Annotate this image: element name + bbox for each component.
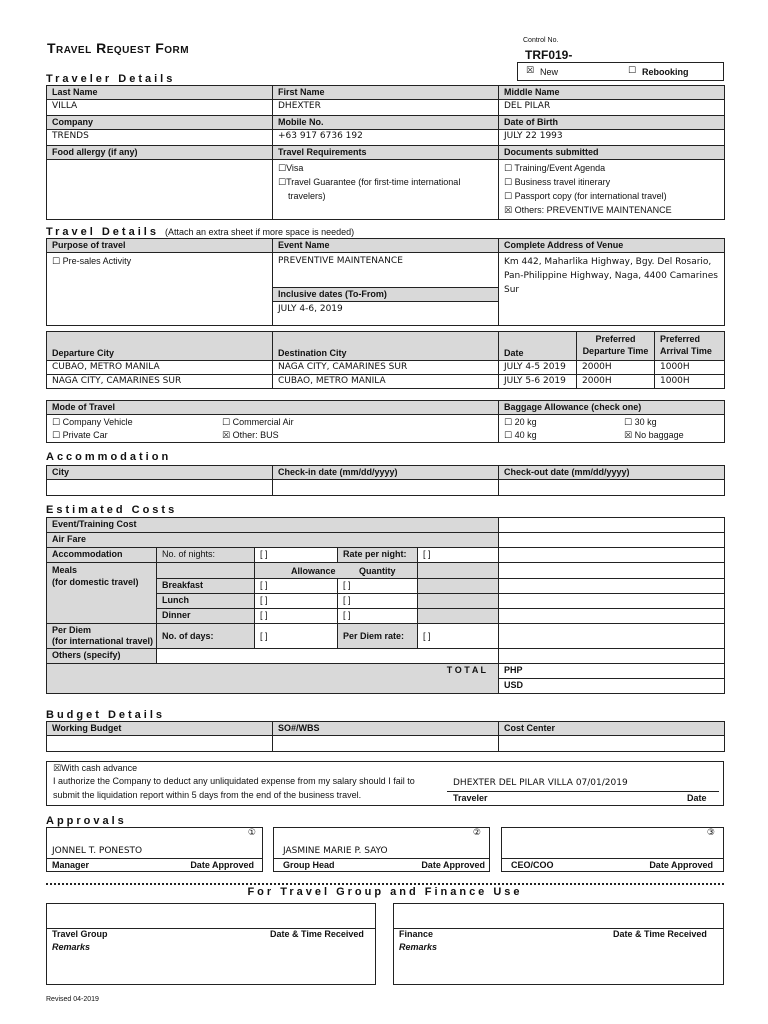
itin-row2-arr-time[interactable]: 1000H: [655, 375, 725, 389]
doc-passport-checkbox[interactable]: ☐: [504, 192, 513, 202]
approvals-section-title: Approvals: [46, 815, 127, 827]
budget-section-title: Budget Details: [46, 709, 166, 721]
finance-received-label: Date & Time Received: [613, 929, 707, 939]
travel-table: [46, 238, 725, 326]
checkout-label: Check-out date (mm/dd/yyyy): [499, 466, 725, 480]
meals-spacer-2: [418, 563, 499, 579]
guarantee-checkbox[interactable]: ☐: [278, 178, 287, 188]
breakfast-allowance-field[interactable]: [ ]: [255, 579, 338, 594]
doc-passport-label: Passport copy (for international travel): [514, 191, 667, 201]
documents-label: Documents submitted: [499, 146, 725, 160]
bag-30-label: 30 kg: [634, 417, 657, 427]
commercial-air-checkbox[interactable]: ☐: [222, 418, 231, 428]
ceo-date-label: Date Approved: [649, 860, 713, 870]
cost-center-label: Cost Center: [499, 722, 725, 736]
accommodation-section-title: Accommodation: [46, 451, 172, 463]
lunch-quantity-field[interactable]: [ ]: [338, 594, 418, 609]
itin-row2-departure[interactable]: NAGA CITY, CAMARINES SUR: [47, 375, 273, 389]
event-cost-label: Event/Training Cost: [47, 518, 499, 533]
rebooking-checkbox[interactable]: ☐: [628, 66, 637, 76]
travel-section-note: (Attach an extra sheet if more space is needed): [165, 227, 355, 237]
guarantee-label: Travel Guarantee (for first-time international travelers): [286, 177, 461, 201]
group-head-label: Group Head: [283, 860, 335, 870]
per-diem-cost-field[interactable]: [499, 624, 725, 649]
venue-field[interactable]: Km 442, Maharlika Highway, Bgy. Del Rosario, Pan-Philippine Highway, Naga, 4400 Camarines Sur: [499, 253, 725, 326]
ceo-divider: [502, 858, 723, 859]
finance-bottom-border: [393, 984, 724, 985]
meals-note: (for domestic travel): [52, 577, 139, 587]
signature-date-label: Date: [687, 793, 707, 803]
total-usd[interactable]: USD: [499, 679, 725, 694]
accom-city-label: City: [47, 466, 273, 480]
working-budget-field[interactable]: [47, 736, 273, 752]
breakfast-cost-field[interactable]: [499, 579, 725, 594]
traveler-signature[interactable]: DHEXTER DEL PILAR VILLA 07/01/2019: [453, 778, 628, 788]
travel-section-title: [46, 226, 354, 238]
approval-number-2: ②: [472, 828, 481, 838]
company-field[interactable]: TRENDS: [47, 130, 273, 146]
control-number: TRF019-: [525, 48, 573, 62]
finance-left-border: [393, 929, 394, 984]
middle-name-label: Middle Name: [499, 86, 725, 100]
dob-field[interactable]: JULY 22 1993: [499, 130, 725, 146]
company-label: Company: [47, 116, 273, 130]
purpose-label: Purpose of travel: [47, 239, 273, 253]
no-baggage-label: No baggage: [634, 430, 684, 440]
itin-header-dep-time: Preferred Departure Time: [577, 332, 655, 361]
allowance-header: Allowance: [255, 563, 338, 579]
group-head-approval-box[interactable]: [273, 827, 490, 872]
page-title: Travel Request Form: [47, 40, 190, 56]
manager-label: Manager: [52, 860, 90, 870]
cost-center-field[interactable]: [499, 736, 725, 752]
finance-remarks: Remarks: [399, 942, 438, 952]
approval-number-1: ①: [247, 828, 256, 838]
signature-line: [447, 791, 719, 792]
meals-label: Meals: [52, 565, 78, 575]
meals-cost-field[interactable]: [499, 563, 725, 579]
ceo-approval-box[interactable]: [501, 827, 724, 872]
travel-group-left-border: [46, 929, 47, 984]
manager-approval-box[interactable]: [46, 827, 263, 872]
itin-row1-destination[interactable]: NAGA CITY, CAMARINES SUR: [273, 361, 499, 375]
cash-advance-checkbox[interactable]: ☒: [53, 764, 62, 774]
accommodation-table: [46, 465, 725, 496]
bag-30-checkbox[interactable]: ☐: [624, 418, 633, 428]
travel-group-box[interactable]: [46, 903, 376, 929]
mode-table: [46, 400, 725, 443]
first-name-label: First Name: [273, 86, 499, 100]
dinner-spacer: [418, 609, 499, 624]
costs-section-title: Estimated Costs: [46, 504, 178, 516]
rate-night-field[interactable]: [ ]: [418, 548, 499, 563]
doc-others-label: Others: PREVENTIVE MAINTENANCE: [514, 205, 672, 215]
breakfast-label: Breakfast: [157, 579, 255, 594]
itin-header-arr-time: Preferred Arrival Time: [655, 332, 725, 361]
authorize-text-1: I authorize the Company to deduct any unliquidated expense from my salary should I fail to: [53, 776, 415, 786]
lunch-allowance-field[interactable]: [ ]: [255, 594, 338, 609]
itin-header-destination: Destination City: [273, 332, 499, 361]
breakfast-quantity-field[interactable]: [ ]: [338, 579, 418, 594]
per-diem-rate-label: Per Diem rate:: [338, 624, 418, 649]
doc-agenda-label: Training/Event Agenda: [514, 163, 606, 173]
event-name-field[interactable]: PREVENTIVE MAINTENANCE: [273, 253, 499, 288]
revised-note: Revised 04-2019: [46, 996, 99, 1003]
company-vehicle-label: Company Vehicle: [62, 417, 133, 427]
travel-group-remarks: Remarks: [52, 942, 91, 952]
last-name-field[interactable]: VILLA: [47, 100, 273, 116]
documents-cell: [499, 160, 725, 220]
itin-row1-arr-time[interactable]: 1000H: [655, 361, 725, 375]
travel-requirements-cell: [273, 160, 499, 220]
so-wbs-label: SO#/WBS: [273, 722, 499, 736]
finance-right-border: [723, 929, 724, 984]
so-wbs-field[interactable]: [273, 736, 499, 752]
other-mode-checkbox[interactable]: ☒: [222, 431, 231, 441]
travel-section-heading: Travel Details: [46, 226, 159, 238]
doc-agenda-checkbox[interactable]: ☐: [504, 164, 513, 174]
group-head-date-label: Date Approved: [421, 860, 485, 870]
bag-20-label: 20 kg: [514, 417, 537, 427]
accom-city-field[interactable]: [47, 480, 273, 496]
itin-row2-dep-time[interactable]: 2000H: [577, 375, 655, 389]
request-type-box: [517, 62, 724, 81]
dob-label: Date of Birth: [499, 116, 725, 130]
travel-requirements-label: Travel Requirements: [273, 146, 499, 160]
authorize-text-2: submit the liquidation report within 5 days from the end of the business travel.: [53, 790, 362, 800]
itin-row1-dep-time[interactable]: 2000H: [577, 361, 655, 375]
doc-itinerary-label: Business travel itinerary: [514, 177, 611, 187]
presales-checkbox[interactable]: ☐: [52, 257, 61, 267]
mobile-field[interactable]: +63 917 6736 192: [273, 130, 499, 146]
visa-label: Visa: [286, 163, 304, 173]
private-car-checkbox[interactable]: ☐: [52, 431, 61, 441]
venue-label: Complete Address of Venue: [499, 239, 725, 253]
days-label: No. of days:: [157, 624, 255, 649]
food-allergy-field[interactable]: [47, 160, 273, 220]
total-label: T O T A L: [47, 664, 499, 694]
finance-dotted-divider: [46, 883, 724, 885]
commercial-air-label: Commercial Air: [232, 417, 294, 427]
itin-header-departure: Departure City: [47, 332, 273, 361]
new-checkbox[interactable]: ☒: [526, 66, 535, 76]
last-name-label: Last Name: [47, 86, 273, 100]
food-allergy-label: Food allergy (if any): [47, 146, 273, 160]
company-vehicle-checkbox[interactable]: ☐: [52, 418, 61, 428]
others-cost-field[interactable]: [499, 649, 725, 664]
cash-advance-box: [46, 761, 724, 806]
doc-itinerary-checkbox[interactable]: ☐: [504, 178, 513, 188]
others-field[interactable]: [157, 649, 499, 664]
air-fare-label: Air Fare: [47, 533, 499, 548]
dinner-label: Dinner: [157, 609, 255, 624]
accommodation-cost-field[interactable]: [499, 548, 725, 563]
meals-spacer: [157, 563, 255, 579]
itinerary-table: [46, 331, 725, 389]
dinner-allowance-field[interactable]: [ ]: [255, 609, 338, 624]
manager-divider: [47, 858, 262, 859]
bag-20-checkbox[interactable]: ☐: [504, 418, 513, 428]
itin-row1-departure[interactable]: CUBAO, METRO MANILA: [47, 361, 273, 375]
lunch-spacer: [418, 594, 499, 609]
costs-table: [46, 517, 725, 694]
itin-row2-date[interactable]: JULY 5-6 2019: [499, 375, 577, 389]
air-fare-field[interactable]: [499, 533, 725, 548]
finance-label: Finance: [399, 929, 434, 939]
first-name-field[interactable]: DHEXTER: [273, 100, 499, 116]
mode-cell: [47, 415, 499, 443]
finance-box[interactable]: [393, 903, 724, 929]
budget-table: [46, 721, 725, 752]
traveler-section-title: Traveler Details: [46, 73, 176, 85]
bag-40-label: 40 kg: [514, 430, 537, 440]
travel-group-right-border: [375, 929, 376, 984]
group-head-divider: [274, 858, 489, 859]
no-baggage-checkbox[interactable]: ☒: [624, 431, 633, 441]
accommodation-cost-label: Accommodation: [47, 548, 157, 563]
purpose-cell: [47, 253, 273, 326]
doc-others-checkbox[interactable]: ☒: [504, 206, 513, 216]
approval-number-3: ③: [706, 828, 715, 838]
travel-group-label: Travel Group: [52, 929, 108, 939]
dinner-cost-field[interactable]: [499, 609, 725, 624]
lunch-label: Lunch: [157, 594, 255, 609]
baggage-label: Baggage Allowance (check one): [499, 401, 725, 415]
per-diem-note: (for international travel): [52, 636, 154, 646]
presales-label: Pre-sales Activity: [62, 256, 132, 266]
private-car-label: Private Car: [62, 430, 108, 440]
event-cost-field[interactable]: [499, 518, 725, 533]
per-diem-rate-field[interactable]: [ ]: [418, 624, 499, 649]
working-budget-label: Working Budget: [47, 722, 273, 736]
middle-name-field[interactable]: DEL PILAR: [499, 100, 725, 116]
finance-heading: For Travel Group and Finance Use: [247, 886, 523, 898]
itin-row1-date[interactable]: JULY 4-5 2019: [499, 361, 577, 375]
meals-label-cell: [47, 563, 157, 624]
nights-label: No. of nights:: [157, 548, 255, 563]
days-field[interactable]: [ ]: [255, 624, 338, 649]
dates-field[interactable]: JULY 4-6, 2019: [273, 302, 499, 326]
traveler-label: Traveler: [453, 793, 488, 803]
visa-checkbox[interactable]: ☐: [278, 164, 287, 174]
itin-row2-destination[interactable]: CUBAO, METRO MANILA: [273, 375, 499, 389]
manager-name: JONNEL T. PONESTO: [52, 846, 143, 856]
cash-advance-label: With cash advance: [61, 763, 138, 773]
travel-group-received-label: Date & Time Received: [270, 929, 364, 939]
control-label: Control No.: [523, 37, 559, 44]
others-label: Others (specify): [47, 649, 157, 664]
travel-group-bottom-border: [46, 984, 376, 985]
checkin-label: Check-in date (mm/dd/yyyy): [273, 466, 499, 480]
nights-field[interactable]: [ ]: [255, 548, 338, 563]
quantity-header: Quantity: [338, 563, 418, 579]
event-name-label: Event Name: [273, 239, 499, 253]
mode-label: Mode of Travel: [47, 401, 499, 415]
per-diem-label-cell: [47, 624, 157, 649]
ceo-label: CEO/COO: [511, 860, 554, 870]
rate-night-label: Rate per night:: [338, 548, 418, 563]
traveler-table: [46, 85, 725, 220]
new-label: New: [540, 67, 559, 77]
group-head-name: JASMINE MARIE P. SAYO: [283, 846, 388, 856]
checkin-field[interactable]: [273, 480, 499, 496]
total-php[interactable]: PHP: [499, 664, 725, 679]
other-mode-label: Other: BUS: [232, 430, 279, 440]
breakfast-spacer: [418, 579, 499, 594]
dinner-quantity-field[interactable]: [ ]: [338, 609, 418, 624]
itin-header-date: Date: [499, 332, 577, 361]
bag-40-checkbox[interactable]: ☐: [504, 431, 513, 441]
checkout-field[interactable]: [499, 480, 725, 496]
per-diem-label: Per Diem: [52, 625, 92, 635]
manager-date-label: Date Approved: [190, 860, 254, 870]
dates-label: Inclusive dates (To-From): [273, 288, 499, 302]
baggage-cell: [499, 415, 725, 443]
lunch-cost-field[interactable]: [499, 594, 725, 609]
mobile-label: Mobile No.: [273, 116, 499, 130]
rebooking-label: Rebooking: [642, 67, 689, 77]
